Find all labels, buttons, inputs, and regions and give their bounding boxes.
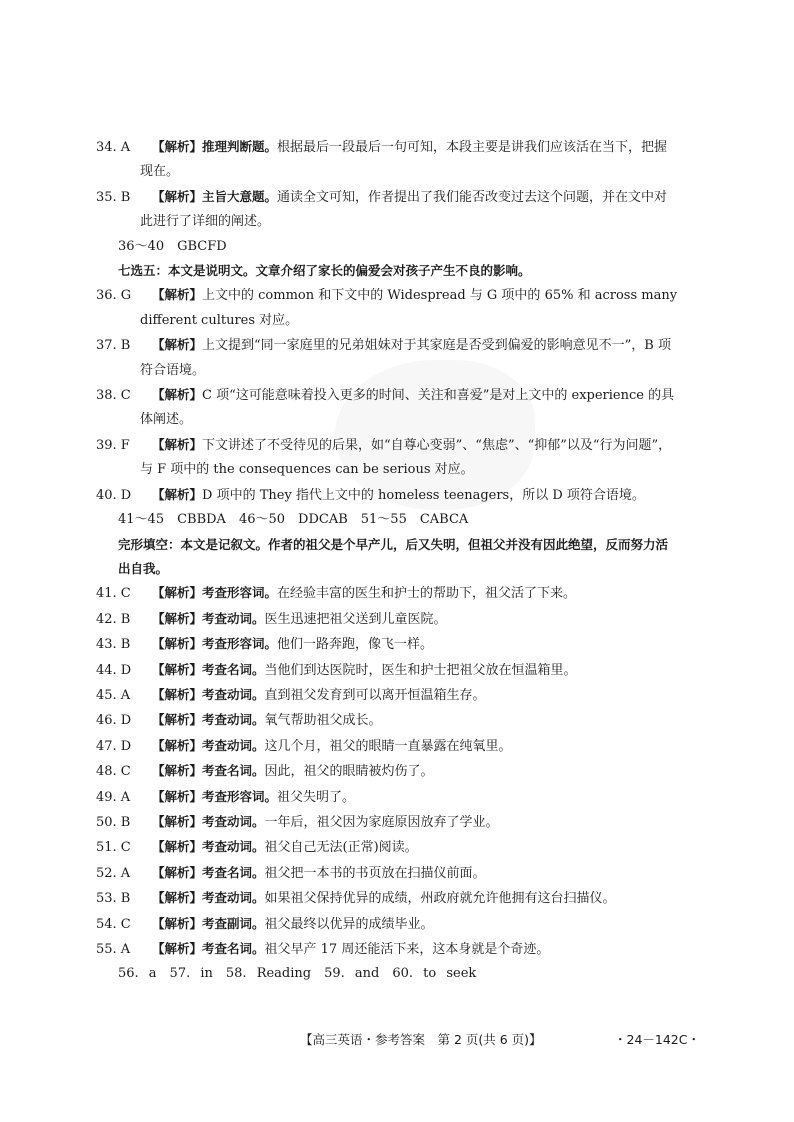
answers-56-60: 56. a 57. in 58. Reading 59. and 60. to seek [118,966,477,982]
item-number: 50. B [96,814,131,830]
item-tag: 【解析】 [152,287,203,303]
item-number: 52. A [96,865,131,881]
item-text: 他们一路奔跑，像飞一样。 [277,637,434,653]
item-number: 35. B [96,189,131,205]
item-number: 36. G [96,288,132,304]
item-number: 55. A [96,942,131,957]
answer-item-45 [96,683,678,708]
answer-item-51 [96,835,678,860]
footer-code: ・24－142C・ [614,1032,700,1047]
item-text: 当他们到达医院时，医生和护士把祖父放在恒温箱里。 [264,662,577,678]
item-text: 因此，祖父的眼睛被灼伤了。 [264,764,434,780]
item-text: 祖父失明了。 [277,789,356,805]
item-number: 43. B [96,637,131,653]
item-number: 54. C [96,916,131,932]
answer-item-53 [96,886,678,911]
answer-item-38 [96,383,678,433]
answer-item-36 [96,283,678,333]
answer-item-41 [96,581,678,606]
item-text: C 项“这可能意味着投入更多的时间、关注和喜爱”是对上文中的 experience 的具体阐述。 [140,388,675,428]
answer-item-50 [96,810,678,835]
item-text: 一年后，祖父因为家庭原因放弃了学业。 [264,814,499,830]
item-tag: 【解析】考查形容词。 [152,636,278,652]
item-tag: 【解析】考查名词。 [152,941,265,956]
item-tag: 【解析】考查名词。 [152,661,265,677]
answer-item-42 [96,607,678,632]
item-number: 41. C [96,586,131,602]
item-text: 上文中的 common 和下文中的 Widespread 与 G 项中的 65% 和 across many different cultures 对应。 [140,288,678,328]
item-text: 上文提到“同一家庭里的兄弟姐妹对于其家庭是否受到偏爱的影响意见不一”，B 项符合语境。 [140,338,671,378]
item-text: 下文讲述了不受待见的后果，如“自尊心变弱”、“焦虑”、“抑郁”以及“行为问题”，与 F 项中的 the consequences can be serious 对应。 [140,437,672,478]
item-text: D 项中的 They 指代上文中的 homeless teenagers，所以 D 项符合语境。 [202,487,645,503]
answer-item-37 [96,333,678,383]
item-number: 45. A [96,687,131,703]
item-number: 51. C [96,840,131,856]
answer-item-39 [96,433,678,483]
item-tag: 【解析】考查形容词。 [152,585,278,601]
answer-item-48 [96,759,678,784]
item-number: 42. B [96,611,131,627]
answer-item-47 [96,734,678,759]
answer-item-44 [96,658,678,683]
item-tag: 【解析】考查动词。 [152,610,265,626]
item-text: 氧气帮助祖父成长。 [264,713,382,729]
item-tag: 【解析】考查动词。 [152,712,265,728]
item-tag: 【解析】考查名词。 [152,864,265,880]
answer-content [96,135,678,987]
item-tag: 【解析】 [152,486,203,502]
answer-item-54 [96,912,678,937]
item-text: 祖父把一本书的书页放在扫描仪前面。 [264,865,486,881]
answer-item-43 [96,632,678,657]
item-tag: 【解析】考查动词。 [152,737,265,753]
item-tag: 【解析】考查形容词。 [152,788,278,804]
item-number: 44. D [96,662,132,678]
item-number: 34. A [96,140,131,155]
item-text: 祖父自己无法(正常)阅读。 [264,840,418,856]
item-text: 如果祖父保持优异的成绩，州政府就允许他拥有这台扫描仪。 [264,891,616,907]
item-text: 直到祖父发育到可以离开恒温箱生存。 [264,687,486,703]
item-text: 祖父早产 17 周还能活下来，这本身就是个奇迹。 [264,942,550,957]
item-tag: 【解析】考查名词。 [152,763,265,779]
item-number: 38. C [96,388,131,404]
item-number: 49. A [96,789,131,805]
item-number: 40. D [96,487,132,503]
answers-41-55: 41～45 CBBDA 46～50 DDCAB 51～55 CABCA [118,512,469,528]
item-tag: 【解析】考查副词。 [152,915,265,931]
answer-item-35 [96,185,678,235]
item-tag: 【解析】 [152,387,203,403]
item-number: 39. F [96,437,130,453]
item-text: 在经验丰富的医生和护士的帮助下，祖父活了下来。 [277,586,577,602]
item-tag: 【解析】考查动词。 [152,839,265,855]
item-number: 46. D [96,713,132,729]
footer-page-label: 【高三英语・参考答案 第 2 页(共 6 页)】 [300,1032,542,1047]
answer-item-40 [96,483,678,508]
item-tag: 【解析】考查动词。 [152,890,265,906]
item-number: 37. B [96,338,131,354]
section-cloze: 完形填空：本文是记叙文。作者的祖父是个早产儿，后又失明，但祖父并没有因此绝望，反而努力活出自我。 [118,536,669,576]
item-tag: 【解析】考查动词。 [152,686,265,702]
item-text: 医生迅速把祖父送到儿童医院。 [264,611,447,627]
item-tag: 【解析】 [152,337,203,353]
item-number: 47. D [96,738,132,754]
item-text: 通读全文可知，作者提出了我们能否改变过去这个问题，并在文中对此进行了详细的阐述。 [140,189,668,230]
answer-item-52 [96,861,678,886]
item-text: 祖父最终以优异的成绩毕业。 [264,916,434,932]
item-tag: 【解析】 [152,436,203,452]
answer-item-46 [96,708,678,733]
section-seven-choose-five: 七选五：本文是说明文。文章介绍了家长的偏爱会对孩子产生不良的影响。 [118,263,531,279]
item-text: 根据最后一段最后一句可知，本段主要是讲我们应该活在当下，把握现在。 [140,140,668,180]
answer-item-49 [96,785,678,810]
item-tag: 【解析】推理判断题。 [152,139,278,154]
answer-item-34 [96,135,678,185]
item-tag: 【解析】主旨大意题。 [152,188,278,204]
answers-36-40: 36～40 GBCFD [118,238,227,254]
item-number: 53. B [96,891,131,907]
item-text: 这几个月，祖父的眼睛一直暴露在纯氧里。 [264,738,512,754]
answer-item-55 [96,937,678,962]
item-number: 48. C [96,764,131,780]
item-tag: 【解析】考查动词。 [152,813,265,829]
